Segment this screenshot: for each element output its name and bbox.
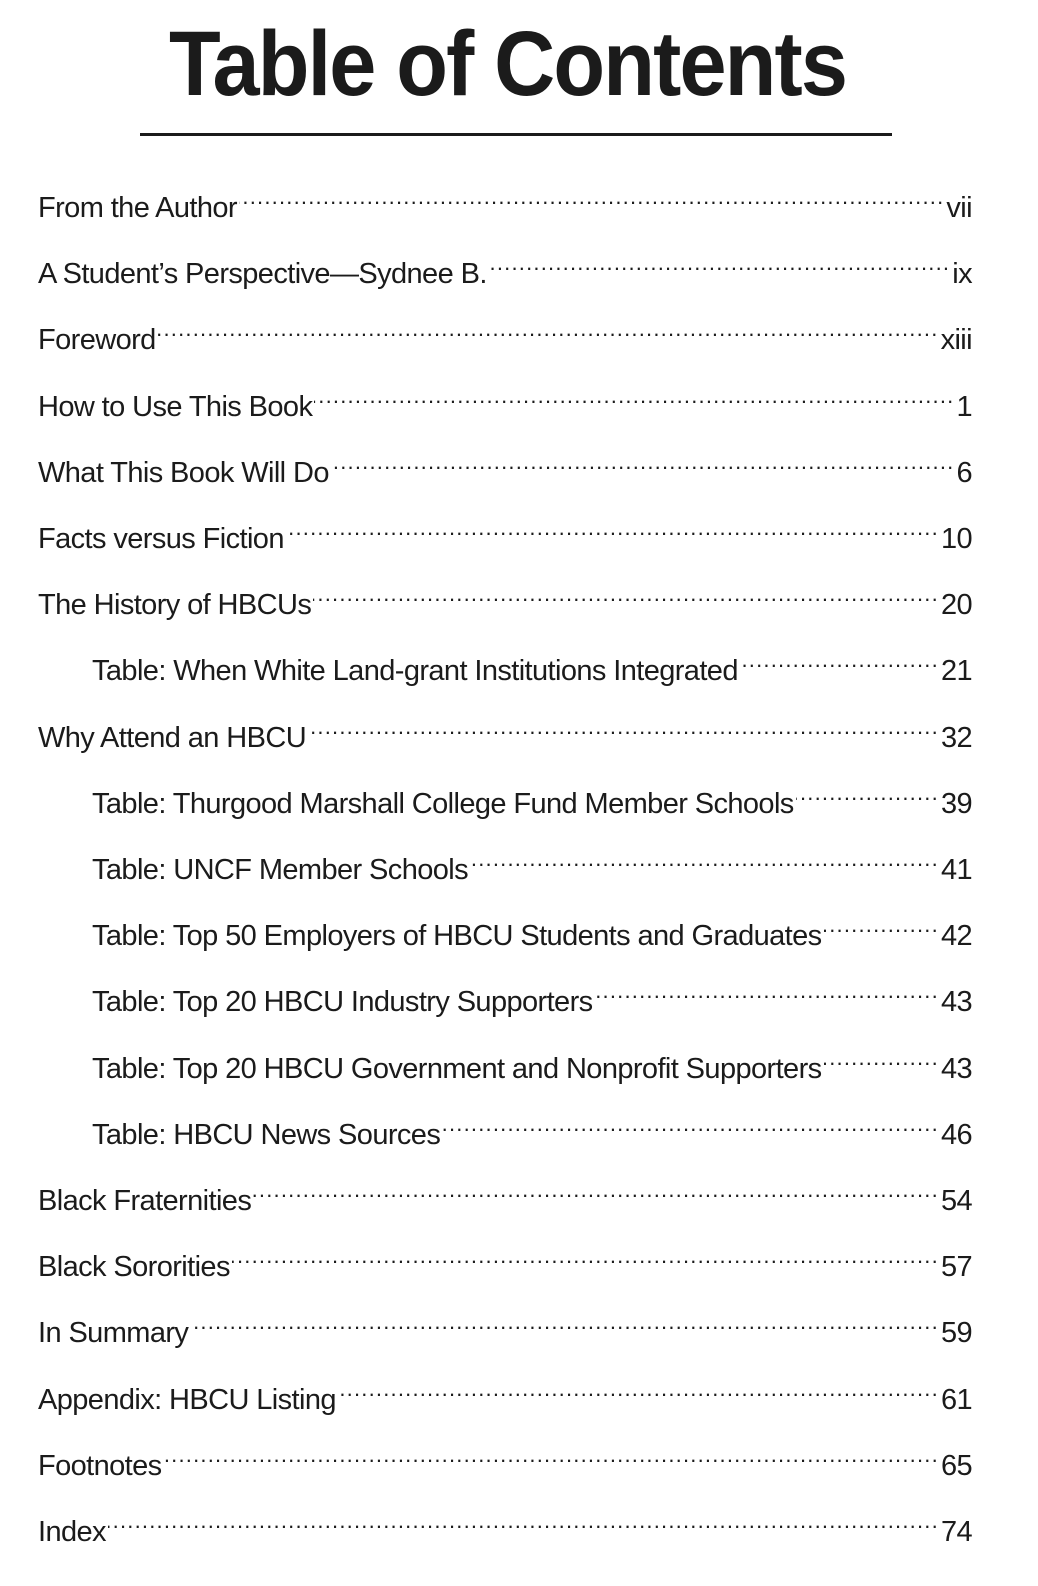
toc-entry-title: Table: HBCU News Sources bbox=[92, 1118, 441, 1151]
toc-entry-title: Table: When White Land-grant Institutions Integrated bbox=[92, 655, 738, 688]
dot-leader bbox=[314, 382, 954, 416]
toc-entry-title: Table: Top 20 HBCU Industry Supporters bbox=[92, 986, 593, 1019]
page-title: Table of Contents bbox=[168, 13, 847, 115]
dot-leader bbox=[313, 580, 939, 614]
toc-entry-title: Black Fraternities bbox=[38, 1185, 252, 1217]
dot-leader bbox=[824, 1044, 939, 1078]
toc-page-number: 1 bbox=[956, 390, 972, 423]
dot-leader bbox=[286, 514, 939, 548]
toc-page-number: 10 bbox=[940, 523, 972, 555]
dot-leader bbox=[232, 1242, 939, 1276]
toc-entry-title: The History of HBCUs bbox=[38, 589, 312, 622]
toc-subentry[interactable] bbox=[92, 646, 972, 686]
toc-page-number: ix bbox=[952, 258, 972, 291]
toc-entry-title: Appendix: HBCU Listing bbox=[38, 1383, 336, 1416]
toc-page-number: 43 bbox=[940, 1052, 972, 1085]
toc-entry-title: Index bbox=[38, 1516, 106, 1548]
toc-subentry[interactable] bbox=[92, 1110, 972, 1150]
toc-entry-title: Table: UNCF Member Schools bbox=[92, 854, 469, 886]
toc-page-number: 74 bbox=[940, 1516, 972, 1548]
toc-entry-title: Foreword bbox=[38, 324, 156, 357]
toc-page-number: xiii bbox=[940, 324, 972, 357]
toc-entry[interactable] bbox=[38, 580, 972, 620]
toc-entry[interactable] bbox=[38, 382, 972, 422]
dot-leader bbox=[239, 183, 944, 217]
dot-leader bbox=[824, 911, 939, 945]
toc-entry[interactable] bbox=[38, 1176, 972, 1216]
toc-entry-title: Why Attend an HBCU bbox=[38, 721, 307, 754]
dot-leader bbox=[796, 779, 939, 813]
dot-leader bbox=[595, 977, 939, 1011]
toc-page-number: 65 bbox=[940, 1449, 972, 1482]
toc-entry-title: How to Use This Book bbox=[38, 390, 313, 423]
toc-page-number: 20 bbox=[940, 589, 972, 622]
toc-entry[interactable] bbox=[38, 448, 972, 488]
title-underline bbox=[140, 133, 892, 136]
toc-entry[interactable] bbox=[38, 1375, 972, 1415]
toc-entry[interactable] bbox=[38, 249, 972, 289]
toc-subentry[interactable] bbox=[92, 911, 972, 951]
toc-entry-title: Table: Thurgood Marshall College Fund Member Schools bbox=[92, 787, 794, 820]
dot-leader bbox=[158, 315, 939, 349]
toc-entry[interactable] bbox=[38, 1242, 972, 1282]
dot-leader bbox=[442, 1110, 939, 1144]
toc-page-number: 21 bbox=[940, 655, 972, 688]
toc-page-number: 6 bbox=[956, 456, 972, 489]
toc-entry[interactable] bbox=[38, 514, 972, 554]
toc-entry-title: A Student’s Perspective—Sydnee B. bbox=[38, 258, 487, 291]
toc-page-number: 57 bbox=[940, 1251, 972, 1284]
toc-entry[interactable] bbox=[38, 1308, 972, 1348]
dot-leader bbox=[253, 1176, 939, 1210]
dot-leader bbox=[470, 845, 939, 879]
toc-subentry[interactable] bbox=[92, 1044, 972, 1084]
toc-page-number: 61 bbox=[940, 1383, 972, 1416]
toc-entry-title: Footnotes bbox=[38, 1449, 162, 1482]
toc-entry[interactable] bbox=[38, 183, 972, 223]
toc-subentry[interactable] bbox=[92, 845, 972, 885]
toc-page-number: 43 bbox=[940, 986, 972, 1019]
toc-entry-title: From the Author bbox=[38, 192, 237, 224]
dot-leader bbox=[190, 1308, 939, 1342]
toc-page-number: 59 bbox=[940, 1317, 972, 1350]
dot-leader bbox=[164, 1441, 939, 1475]
toc-entry[interactable] bbox=[38, 1441, 972, 1481]
toc-entry-title: Table: Top 50 Employers of HBCU Students and Graduates bbox=[92, 920, 822, 953]
toc-subentry[interactable] bbox=[92, 977, 972, 1017]
toc-page-number: 39 bbox=[940, 787, 972, 820]
toc-entry-title: What This Book Will Do bbox=[38, 456, 329, 489]
dot-leader bbox=[489, 249, 950, 283]
toc-page-number: 41 bbox=[940, 854, 972, 886]
dot-leader bbox=[108, 1507, 939, 1541]
dot-leader bbox=[740, 646, 939, 680]
toc-subentry[interactable] bbox=[92, 779, 972, 819]
dot-leader bbox=[308, 713, 939, 747]
toc-entry-title: Table: Top 20 HBCU Government and Nonprofit Supporters bbox=[92, 1052, 822, 1085]
toc-entry[interactable] bbox=[38, 1507, 972, 1547]
toc-entry[interactable] bbox=[38, 713, 972, 753]
toc-page-number: vii bbox=[946, 192, 972, 224]
toc-page-number: 32 bbox=[940, 721, 972, 754]
toc-entry-title: Facts versus Fiction bbox=[38, 523, 284, 555]
toc-entry-title: In Summary bbox=[38, 1317, 189, 1350]
toc-entry-title: Black Sororities bbox=[38, 1251, 230, 1284]
dot-leader bbox=[338, 1375, 939, 1409]
toc-page-number: 46 bbox=[940, 1118, 972, 1151]
toc-page-number: 54 bbox=[940, 1185, 972, 1217]
toc-entry[interactable] bbox=[38, 315, 972, 355]
toc-page-number: 42 bbox=[940, 920, 972, 953]
dot-leader bbox=[331, 448, 955, 482]
